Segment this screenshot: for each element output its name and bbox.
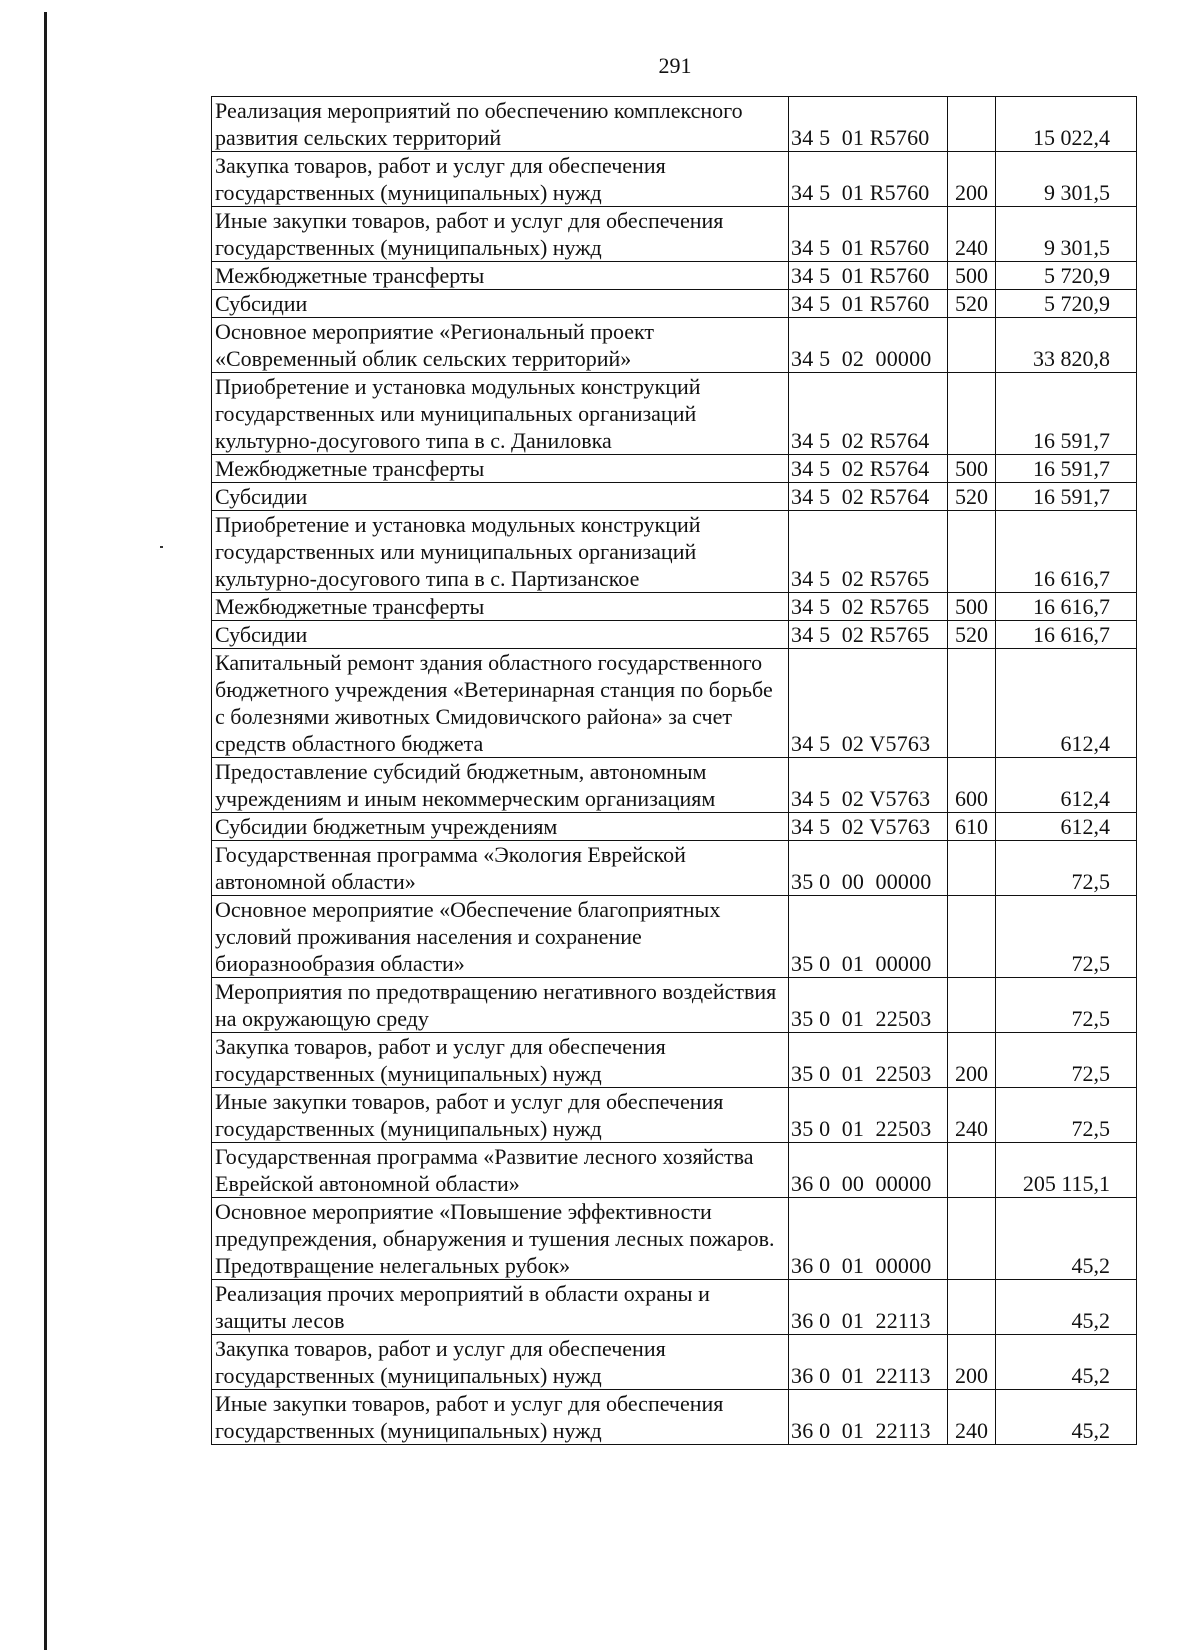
row-amount-cell: 45,2: [996, 1390, 1137, 1445]
row-amount-cell: 205 115,1: [996, 1143, 1137, 1198]
row-amount-cell: 612,4: [996, 649, 1137, 758]
row-code-cell: 36 0 00 00000: [789, 1143, 948, 1198]
row-type-cell: [948, 1143, 996, 1198]
table-row: [212, 483, 1137, 511]
row-type-cell: 240: [948, 1088, 996, 1143]
table-row: [212, 1143, 1137, 1198]
row-amount-cell: 612,4: [996, 758, 1137, 813]
row-code-cell: 35 0 00 00000: [789, 841, 948, 896]
row-type-cell: [948, 1198, 996, 1280]
table-row: [212, 896, 1137, 978]
row-type-cell: 500: [948, 593, 996, 621]
row-name-cell: Субсидии: [212, 290, 789, 318]
row-code-cell: 35 0 01 22503: [789, 978, 948, 1033]
table-row: [212, 1088, 1137, 1143]
row-code-cell: 34 5 01 R5760: [789, 290, 948, 318]
row-type-cell: 200: [948, 1033, 996, 1088]
row-code-cell: 36 0 01 00000: [789, 1198, 948, 1280]
row-type-cell: 200: [948, 152, 996, 207]
row-type-cell: 500: [948, 455, 996, 483]
table-row: [212, 978, 1137, 1033]
row-name-cell: Иные закупки товаров, работ и услуг для обеспечения государственных (муниципальных) нужд: [212, 207, 789, 262]
row-code-cell: 34 5 02 R5764: [789, 455, 948, 483]
row-name-cell: Реализация прочих мероприятий в области охраны и защиты лесов: [212, 1280, 789, 1335]
row-code-cell: 36 0 01 22113: [789, 1390, 948, 1445]
row-amount-cell: 72,5: [996, 896, 1137, 978]
table-row: [212, 1390, 1137, 1445]
row-code-cell: 34 5 02 R5764: [789, 373, 948, 455]
table-row: [212, 1335, 1137, 1390]
table-row: [212, 1198, 1137, 1280]
row-name-cell: Закупка товаров, работ и услуг для обеспечения государственных (муниципальных) нужд: [212, 1033, 789, 1088]
table-row: [212, 1033, 1137, 1088]
row-type-cell: [948, 373, 996, 455]
table-row: [212, 841, 1137, 896]
row-name-cell: Приобретение и установка модульных конструкций государственных или муниципальных организаций культурно-досугового типа в с. Даниловка: [212, 373, 789, 455]
row-name-cell: Субсидии бюджетным учреждениям: [212, 813, 789, 841]
row-name-cell: Государственная программа «Развитие лесного хозяйства Еврейской автономной области»: [212, 1143, 789, 1198]
row-name-cell: Субсидии: [212, 483, 789, 511]
row-code-cell: 34 5 02 V5763: [789, 758, 948, 813]
table-row: [212, 207, 1137, 262]
row-type-cell: [948, 841, 996, 896]
row-type-cell: [948, 649, 996, 758]
row-type-cell: 240: [948, 207, 996, 262]
row-name-cell: Предоставление субсидий бюджетным, автономным учреждениям и иным некоммерческим организациям: [212, 758, 789, 813]
row-amount-cell: 5 720,9: [996, 290, 1137, 318]
row-code-cell: 34 5 01 R5760: [789, 207, 948, 262]
row-name-cell: Мероприятия по предотвращению негативного воздействия на окружающую среду: [212, 978, 789, 1033]
row-name-cell: Государственная программа «Экология Еврейской автономной области»: [212, 841, 789, 896]
row-code-cell: 34 5 02 R5765: [789, 593, 948, 621]
row-type-cell: 520: [948, 290, 996, 318]
row-name-cell: Межбюджетные трансферты: [212, 455, 789, 483]
row-amount-cell: 45,2: [996, 1280, 1137, 1335]
page-binding-edge: [44, 12, 47, 1650]
row-code-cell: 34 5 02 V5763: [789, 813, 948, 841]
table-row: [212, 758, 1137, 813]
row-code-cell: 34 5 02 V5763: [789, 649, 948, 758]
row-name-cell: Основное мероприятие «Региональный проект «Современный облик сельских территорий»: [212, 318, 789, 373]
table-row: [212, 97, 1137, 152]
row-type-cell: 240: [948, 1390, 996, 1445]
row-code-cell: 34 5 02 00000: [789, 318, 948, 373]
row-code-cell: 34 5 01 R5760: [789, 152, 948, 207]
table-row: [212, 318, 1137, 373]
row-amount-cell: 33 820,8: [996, 318, 1137, 373]
row-amount-cell: 15 022,4: [996, 97, 1137, 152]
row-amount-cell: 72,5: [996, 841, 1137, 896]
row-amount-cell: 9 301,5: [996, 207, 1137, 262]
row-name-cell: Субсидии: [212, 621, 789, 649]
row-amount-cell: 9 301,5: [996, 152, 1137, 207]
row-type-cell: 610: [948, 813, 996, 841]
row-amount-cell: 72,5: [996, 978, 1137, 1033]
row-amount-cell: 612,4: [996, 813, 1137, 841]
row-name-cell: Реализация мероприятий по обеспечению комплексного развития сельских территорий: [212, 97, 789, 152]
row-type-cell: [948, 97, 996, 152]
row-name-cell: Капитальный ремонт здания областного государственного бюджетного учреждения «Ветеринарная станция по борьбе с болезнями животных Смидовичского района» за счет средств областного бюджета: [212, 649, 789, 758]
budget-table-body: [212, 97, 1137, 1445]
row-code-cell: 34 5 01 R5760: [789, 97, 948, 152]
row-type-cell: 500: [948, 262, 996, 290]
row-code-cell: 36 0 01 22113: [789, 1280, 948, 1335]
table-row: [212, 621, 1137, 649]
table-row: [212, 593, 1137, 621]
row-code-cell: 34 5 02 R5765: [789, 511, 948, 593]
row-amount-cell: 5 720,9: [996, 262, 1137, 290]
row-type-cell: 200: [948, 1335, 996, 1390]
row-name-cell: Основное мероприятие «Повышение эффективности предупреждения, обнаружения и тушения лесных пожаров. Предотвращение нелегальных рубок»: [212, 1198, 789, 1280]
row-amount-cell: 72,5: [996, 1033, 1137, 1088]
table-row: [212, 290, 1137, 318]
row-name-cell: Иные закупки товаров, работ и услуг для обеспечения государственных (муниципальных) нужд: [212, 1088, 789, 1143]
row-amount-cell: 16 616,7: [996, 593, 1137, 621]
row-code-cell: 35 0 01 22503: [789, 1088, 948, 1143]
table-row: [212, 511, 1137, 593]
row-name-cell: Межбюджетные трансферты: [212, 262, 789, 290]
row-type-cell: 520: [948, 483, 996, 511]
row-name-cell: Иные закупки товаров, работ и услуг для обеспечения государственных (муниципальных) нужд: [212, 1390, 789, 1445]
table-row: [212, 649, 1137, 758]
row-amount-cell: 16 591,7: [996, 373, 1137, 455]
row-amount-cell: 45,2: [996, 1198, 1137, 1280]
row-code-cell: 35 0 01 22503: [789, 1033, 948, 1088]
row-amount-cell: 16 616,7: [996, 511, 1137, 593]
row-amount-cell: 72,5: [996, 1088, 1137, 1143]
table-row: [212, 455, 1137, 483]
row-code-cell: 36 0 01 22113: [789, 1335, 948, 1390]
budget-table: [211, 96, 1137, 1445]
row-amount-cell: 16 591,7: [996, 483, 1137, 511]
row-amount-cell: 45,2: [996, 1335, 1137, 1390]
row-code-cell: 35 0 01 00000: [789, 896, 948, 978]
row-amount-cell: 16 591,7: [996, 455, 1137, 483]
table-row: [212, 152, 1137, 207]
row-name-cell: Закупка товаров, работ и услуг для обеспечения государственных (муниципальных) нужд: [212, 1335, 789, 1390]
row-type-cell: [948, 978, 996, 1033]
row-code-cell: 34 5 02 R5765: [789, 621, 948, 649]
row-name-cell: Закупка товаров, работ и услуг для обеспечения государственных (муниципальных) нужд: [212, 152, 789, 207]
table-row: [212, 1280, 1137, 1335]
row-type-cell: 600: [948, 758, 996, 813]
page-number: 291: [658, 53, 692, 78]
row-type-cell: [948, 318, 996, 373]
table-row: [212, 262, 1137, 290]
row-code-cell: 34 5 01 R5760: [789, 262, 948, 290]
table-row: [212, 373, 1137, 455]
row-type-cell: [948, 1280, 996, 1335]
row-type-cell: [948, 511, 996, 593]
row-type-cell: 520: [948, 621, 996, 649]
row-name-cell: Приобретение и установка модульных конструкций государственных или муниципальных организаций культурно-досугового типа в с. Партизанское: [212, 511, 789, 593]
row-name-cell: Основное мероприятие «Обеспечение благоприятных условий проживания населения и сохранение биоразнообразия области»: [212, 896, 789, 978]
row-amount-cell: 16 616,7: [996, 621, 1137, 649]
row-type-cell: [948, 896, 996, 978]
row-name-cell: Межбюджетные трансферты: [212, 593, 789, 621]
scan-speck: [160, 546, 163, 548]
table-row: [212, 813, 1137, 841]
row-code-cell: 34 5 02 R5764: [789, 483, 948, 511]
